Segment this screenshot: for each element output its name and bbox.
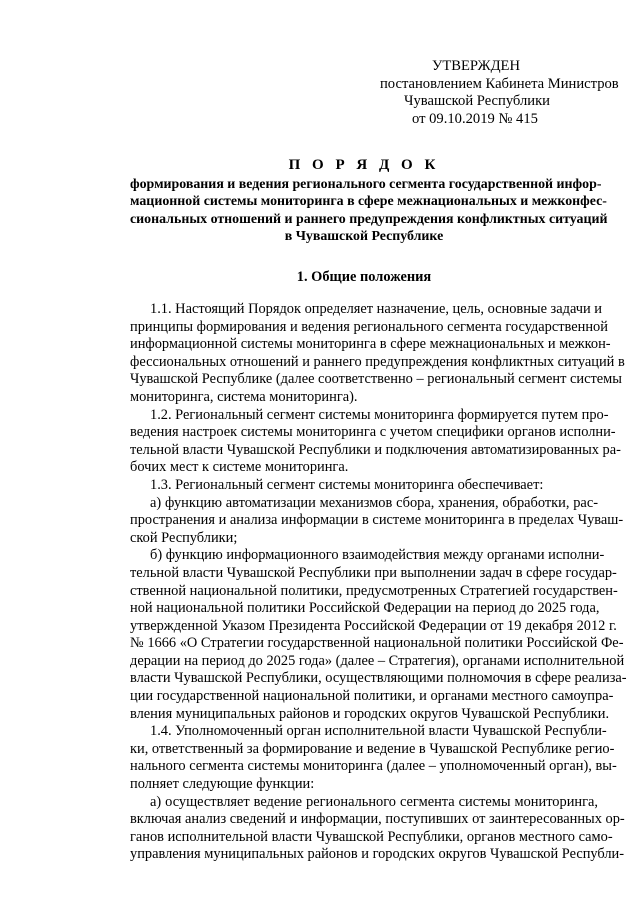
subtitle-line: сиональных отношений и раннего предупреждения конфликтных ситуаций <box>130 211 608 227</box>
paragraph-1-4a-line: а) осуществляет ведение регионального сегмента системы мониторинга, <box>150 793 598 810</box>
paragraph-1-3b-line: вления муниципальных районов и городских округов Чувашской Республики. <box>130 705 610 722</box>
paragraph-1-4a-line: включая анализ сведений и информации, поступивших от заинтересованных ор- <box>130 811 625 828</box>
subtitle-line: формирования и ведения регионального сегмента государственной инфор- <box>130 177 602 192</box>
paragraph-1-3a-line: а) функцию автоматизации механизмов сбора, хранения, обработки, рас- <box>150 494 598 511</box>
paragraph-1-4-line: нального сегмента системы мониторинга (далее – уполномоченный орган), вы- <box>130 758 617 775</box>
paragraph-1-1-line: принципы формирования и ведения регионального сегмента государственной <box>130 318 608 335</box>
paragraph-1-3b-line: тельной власти Чувашской Республики при выполнении задач в сфере государ- <box>130 564 617 581</box>
paragraph-1-3b-line: б) функцию информационного взаимодействия между органами исполни- <box>150 547 605 564</box>
paragraph-1-3b-line: ной национальной политики Российской Федерации на период до 2025 года, <box>130 600 600 617</box>
approval-stamp <box>380 58 620 128</box>
paragraph-1-2-line: 1.2. Региональный сегмент системы мониторинга формируется путем про- <box>150 406 609 423</box>
paragraph-1-3b-line: дерации на период до 2025 года» (далее – Стратегия), органами исполнительной <box>130 652 625 669</box>
section-heading: 1. Общие положения <box>296 269 432 285</box>
approval-title: УТВЕРЖДЕН <box>432 58 520 74</box>
paragraph-1-3b-line: ственной национальной политики, предусмотренных Стратегией государствен- <box>130 582 618 599</box>
paragraph-1-3a-line: пространения и анализа информации в системе мониторинга в пределах Чуваш- <box>130 512 624 529</box>
document-title-block <box>130 155 608 245</box>
paragraph-1-3a-line: ской Республики; <box>130 529 238 546</box>
paragraph-1-2-line: тельной власти Чувашской Республики и подключения автоматизированных ра- <box>130 441 621 458</box>
paragraph-1-3b-line: № 1666 «О Стратегии государственной национальной политики Российской Фе- <box>130 635 624 652</box>
approval-line-2: Чувашской Республики <box>404 93 550 109</box>
approval-line-3: от 09.10.2019 № 415 <box>412 110 538 127</box>
body-text <box>130 301 627 864</box>
paragraph-1-4a-line: ганов исполнительной власти Чувашской Республики, органов местного само- <box>130 828 613 845</box>
paragraph-1-4-line: 1.4. Уполномоченный орган исполнительной власти Чувашской Республи- <box>150 723 607 740</box>
subtitle-line: в Чувашской Республике <box>284 228 444 244</box>
subtitle-line: мационной системы мониторинга в сфере межнациональных и межконфес- <box>130 194 607 210</box>
paragraph-1-1-line: фессиональных отношений и раннего предупреждения конфликтных ситуаций в <box>130 353 625 370</box>
paragraph-1-3b-line: ции государственной национальной политики, и органами местного самоупра- <box>130 688 614 705</box>
paragraph-1-4-line: ки, ответственный за формирование и ведение в Чувашской Республике регио- <box>130 740 615 757</box>
paragraph-1-1-line: мониторинга, система мониторинга). <box>130 388 358 405</box>
document-subtitle <box>130 176 608 245</box>
paragraph-1-2-line: ведения настроек системы мониторинга с учетом специфики органов исполни- <box>130 424 616 441</box>
paragraph-1-3-line: 1.3. Региональный сегмент системы мониторинга обеспечивает: <box>150 476 544 493</box>
approval-line-1: постановлением Кабинета Министров <box>380 75 619 92</box>
paragraph-1-2-line: бочих мест к системе мониторинга. <box>130 459 349 476</box>
paragraph-1-3b-line: власти Чувашской Республики, осуществляющими полномочия в сфере реализа- <box>130 670 627 687</box>
paragraph-1-1-line: 1.1. Настоящий Порядок определяет назначение, цель, основные задачи и <box>150 301 603 317</box>
paragraph-1-3b-line: утвержденной Указом Президента Российской Федерации от 19 декабря 2012 г. <box>130 617 617 634</box>
document-title: П О Р Я Д О К <box>288 157 440 173</box>
paragraph-1-1-line: информационной системы мониторинга в сфере межнациональных и межкон- <box>130 336 611 353</box>
paragraph-1-4-line: полняет следующие функции: <box>130 776 315 793</box>
paragraph-1-1-line: Чувашской Республике (далее соответственно – региональный сегмент системы <box>130 371 622 388</box>
paragraph-1-4a-line: управления муниципальных районов и городских округов Чувашской Республи- <box>130 846 625 863</box>
